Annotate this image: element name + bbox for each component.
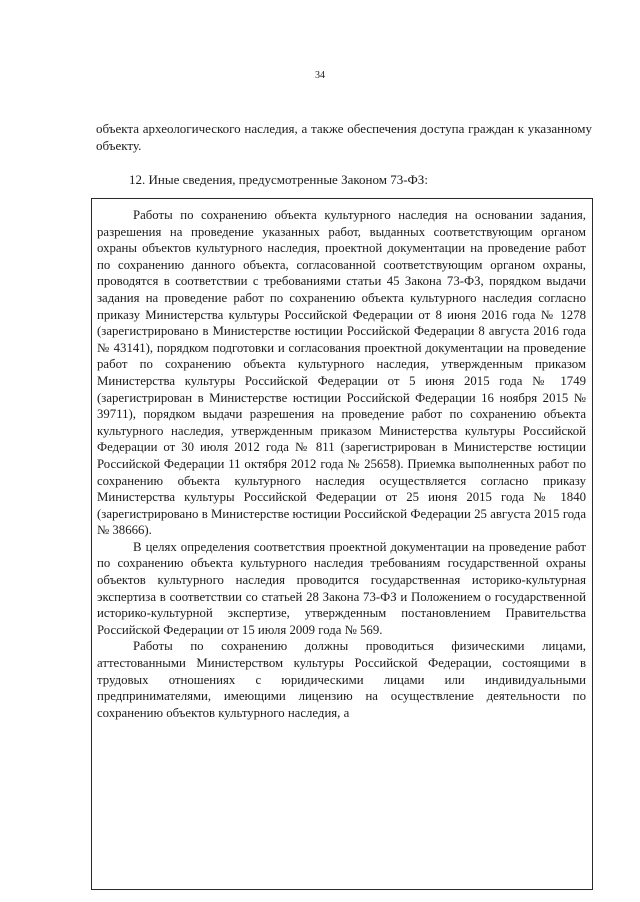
section-heading: 12. Иные сведения, предусмотренные Законом 73-ФЗ: <box>129 172 428 187</box>
box-paragraph-3: Работы по сохранению должны проводиться физическими лицами, аттестованными Министерством культуры Российской Федерации, состоящими в трудовых отношениях с юридическими лицами или индивидуальными предпринимателями, имеющими лицензию на осуществление деятельности по сохранению объектов культурного наследия, а <box>97 639 586 720</box>
intro-paragraph: объекта археологического наследия, а также обеспечения доступа граждан к указанному объекту. <box>96 121 592 153</box>
bordered-text-box <box>91 198 593 890</box>
page-number: 34 <box>315 70 325 81</box>
box-paragraph-1: Работы по сохранению объекта культурного наследия на основании задания, разрешения на проведение указанных работ, выданных соответствующим органом охраны объектов культурного наследия, проектной документации на проведение работ по сохранению данного объекта, согласованной соответствующим органом охраны, проводятся в соответствии с требованиями статьи 45 Закона 73-ФЗ, порядком выдачи задания на проведение работ по сохранению объекта культурного наследия согласно приказу Министерства культуры Российской Федерации от 8 июня 2016 года № 1278 (зарегистрировано в Министерстве юстиции Российской Федерации 8 августа 2016 года № 43141), порядком подготовки и согласования проектной документации на проведение работ по сохранению объекта культурного наследия, утвержденным приказом Министерства культуры Российской Федерации от 5 июня 2015 года № 1749 (зарегистрирован в Министерстве юстиции Российской Федерации 16 ноября 2015 № 39711), порядком выдачи разрешения на проведение работ по сохранению объекта культурного наследия, утвержденным приказом Министерства культуры Российской Федерации от 30 июля 2012 года № 811 (зарегистрирован в Министерстве юстиции Российской Федерации 11 октября 2012 года № 25658). Приемка выполненных работ по сохранению объекта культурного наследия осуществляется согласно приказу Министерства культуры Российской Федерации от 25 июня 2015 года № 1840 (зарегистрировано в Министерстве юстиции Российской Федерации 25 августа 2015 года № 38666). <box>97 208 586 538</box>
box-paragraph-2: В целях определения соответствия проектной документации на проведение работ по сохранению объекта культурного наследия требованиям государственной охраны объектов культурного наследия проводится государственная историко-культурная экспертиза в соответствии со статьей 28 Закона 73-ФЗ и Положением о государственной историко-культурной экспертизе, утвержденным постановлением Правительства Российской Федерации от 15 июля 2009 года № 569. <box>97 539 586 637</box>
